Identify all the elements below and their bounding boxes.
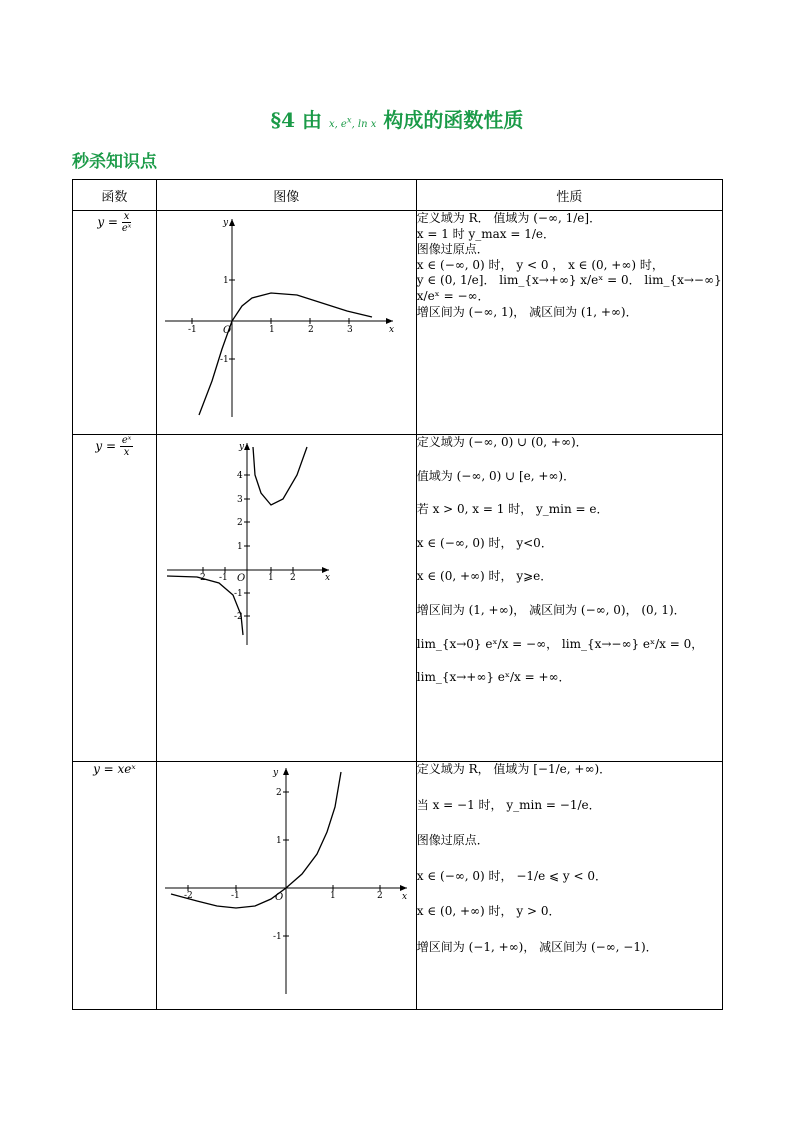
svg-text:3: 3 — [346, 325, 353, 335]
graph-x-over-ex — [157, 211, 416, 430]
curve-left-branch — [167, 576, 243, 635]
svg-text:-1: -1 — [218, 573, 228, 583]
svg-text:O: O — [236, 573, 245, 584]
svg-text:1: 1 — [329, 891, 336, 901]
properties-cell — [416, 762, 722, 1010]
svg-text:-2: -2 — [233, 612, 243, 622]
svg-text:1: 1 — [236, 542, 243, 552]
svg-text:1: 1 — [267, 573, 274, 583]
svg-text:2: 2 — [289, 573, 296, 583]
property-line: x = 1 时 y_max = 1/e． — [416, 226, 556, 241]
property-line: x ∈ (−∞, 0) 时， y < 0 ， x ∈ (0, +∞) 时， — [416, 257, 664, 272]
properties-cell — [416, 211, 722, 435]
property-line: 定义域为 R， 值域为 [−1/e, +∞)． — [416, 762, 612, 776]
property-line: lim_{x→+∞} eˣ/x = +∞． — [416, 670, 571, 685]
property-line: x ∈ (0, +∞) 时， y > 0． — [416, 904, 561, 919]
property-line: 增区间为 (−1, +∞)， 减区间为 (−∞, −1)． — [416, 939, 658, 954]
curve-right-branch — [253, 447, 307, 505]
svg-text:2: 2 — [307, 325, 314, 335]
function-table — [72, 179, 723, 1010]
svg-text:x: x — [324, 573, 330, 583]
title-vars: x, $e^x$, ln x — [328, 114, 377, 130]
svg-text:2: 2 — [376, 891, 383, 901]
svg-text:3: 3 — [236, 495, 243, 505]
svg-text:1: 1 — [222, 276, 229, 286]
property-line: 定义域为 (−∞, 0) ∪ (0, +∞)． — [416, 435, 588, 449]
function-cell: y = xeˣ — [73, 762, 157, 1010]
svg-text:y: y — [238, 442, 244, 452]
svg-text:O: O — [222, 325, 231, 336]
svg-text:O: O — [274, 892, 283, 903]
svg-text:1: 1 — [268, 325, 275, 335]
svg-text:y: y — [222, 218, 228, 228]
svg-text:-1: -1 — [272, 932, 282, 942]
section-subtitle: 秒杀知识点 — [72, 152, 157, 172]
table-header-row — [73, 180, 723, 211]
property-line: y ∈ (0, 1/e]． lim_{x→+∞} x/eˣ = 0． lim_{x→−∞} x/eˣ = −∞． — [416, 273, 722, 303]
svg-text:-1: -1 — [219, 355, 229, 365]
property-line: 当 x = −1 时， y_min = −1/e． — [416, 797, 601, 812]
graph-cell — [156, 211, 416, 435]
function-cell: y = $\frac{x}{\text{eˣ}}$ — [73, 211, 157, 435]
graph-cell — [156, 435, 416, 762]
svg-text:2: 2 — [236, 518, 243, 528]
property-line: x ∈ (−∞, 0) 时， y<0． — [416, 535, 553, 550]
table-row — [73, 762, 723, 1010]
header-properties: 性质 — [416, 180, 722, 211]
svg-text:4: 4 — [236, 471, 243, 481]
property-line: x ∈ (−∞, 0) 时， −1/e ⩽ y < 0． — [416, 868, 607, 883]
property-line: 值域为 (−∞, 0) ∪ [e, +∞)． — [416, 468, 576, 483]
property-line: 图像过原点． — [416, 242, 489, 257]
function-cell: y = $\frac{\text{eˣ}}{x}$ — [73, 435, 157, 762]
graph-x-ex — [157, 762, 416, 1005]
property-line: 定义域为 R． 值域为 (−∞, 1/e]． — [416, 211, 602, 225]
table-row — [73, 435, 723, 762]
graph-ex-over-x — [157, 435, 416, 757]
svg-text:-1: -1 — [233, 589, 243, 599]
property-line: x ∈ (0, +∞) 时， y⩾e． — [416, 569, 553, 584]
page-title: §4 由 x, $e^x$, ln x 构成的函数性质 — [270, 108, 524, 132]
property-line: lim_{x→0} eˣ/x = −∞， lim_{x→−∞} eˣ/x = 0， — [416, 636, 704, 651]
property-line: 增区间为 (1, +∞)， 减区间为 (−∞, 0)， (0, 1)． — [416, 602, 686, 617]
property-line: 图像过原点． — [416, 833, 489, 848]
svg-text:-1: -1 — [230, 891, 240, 901]
header-function: 函数 — [73, 180, 157, 211]
table-row — [73, 211, 723, 435]
function-fraction: $\frac{x}{\text{eˣ}}$ — [121, 211, 132, 234]
graph-cell — [156, 762, 416, 1010]
svg-text:y: y — [272, 768, 278, 778]
svg-text:2: 2 — [275, 788, 282, 798]
svg-text:x: x — [388, 325, 394, 335]
function-fraction: $\frac{\text{eˣ}}{x}$ — [121, 435, 132, 458]
header-graph: 图像 — [156, 180, 416, 211]
svg-text:x: x — [401, 892, 407, 902]
properties-cell — [416, 435, 722, 762]
svg-text:-2: -2 — [183, 891, 193, 901]
curve — [199, 293, 372, 415]
svg-text:1: 1 — [275, 836, 282, 846]
property-line: 增区间为 (−∞, 1)， 减区间为 (1, +∞)． — [416, 304, 638, 319]
property-line: 若 x > 0, x = 1 时， y_min = e． — [416, 502, 609, 517]
svg-text:-2: -2 — [196, 573, 206, 583]
svg-text:-1: -1 — [187, 325, 197, 335]
